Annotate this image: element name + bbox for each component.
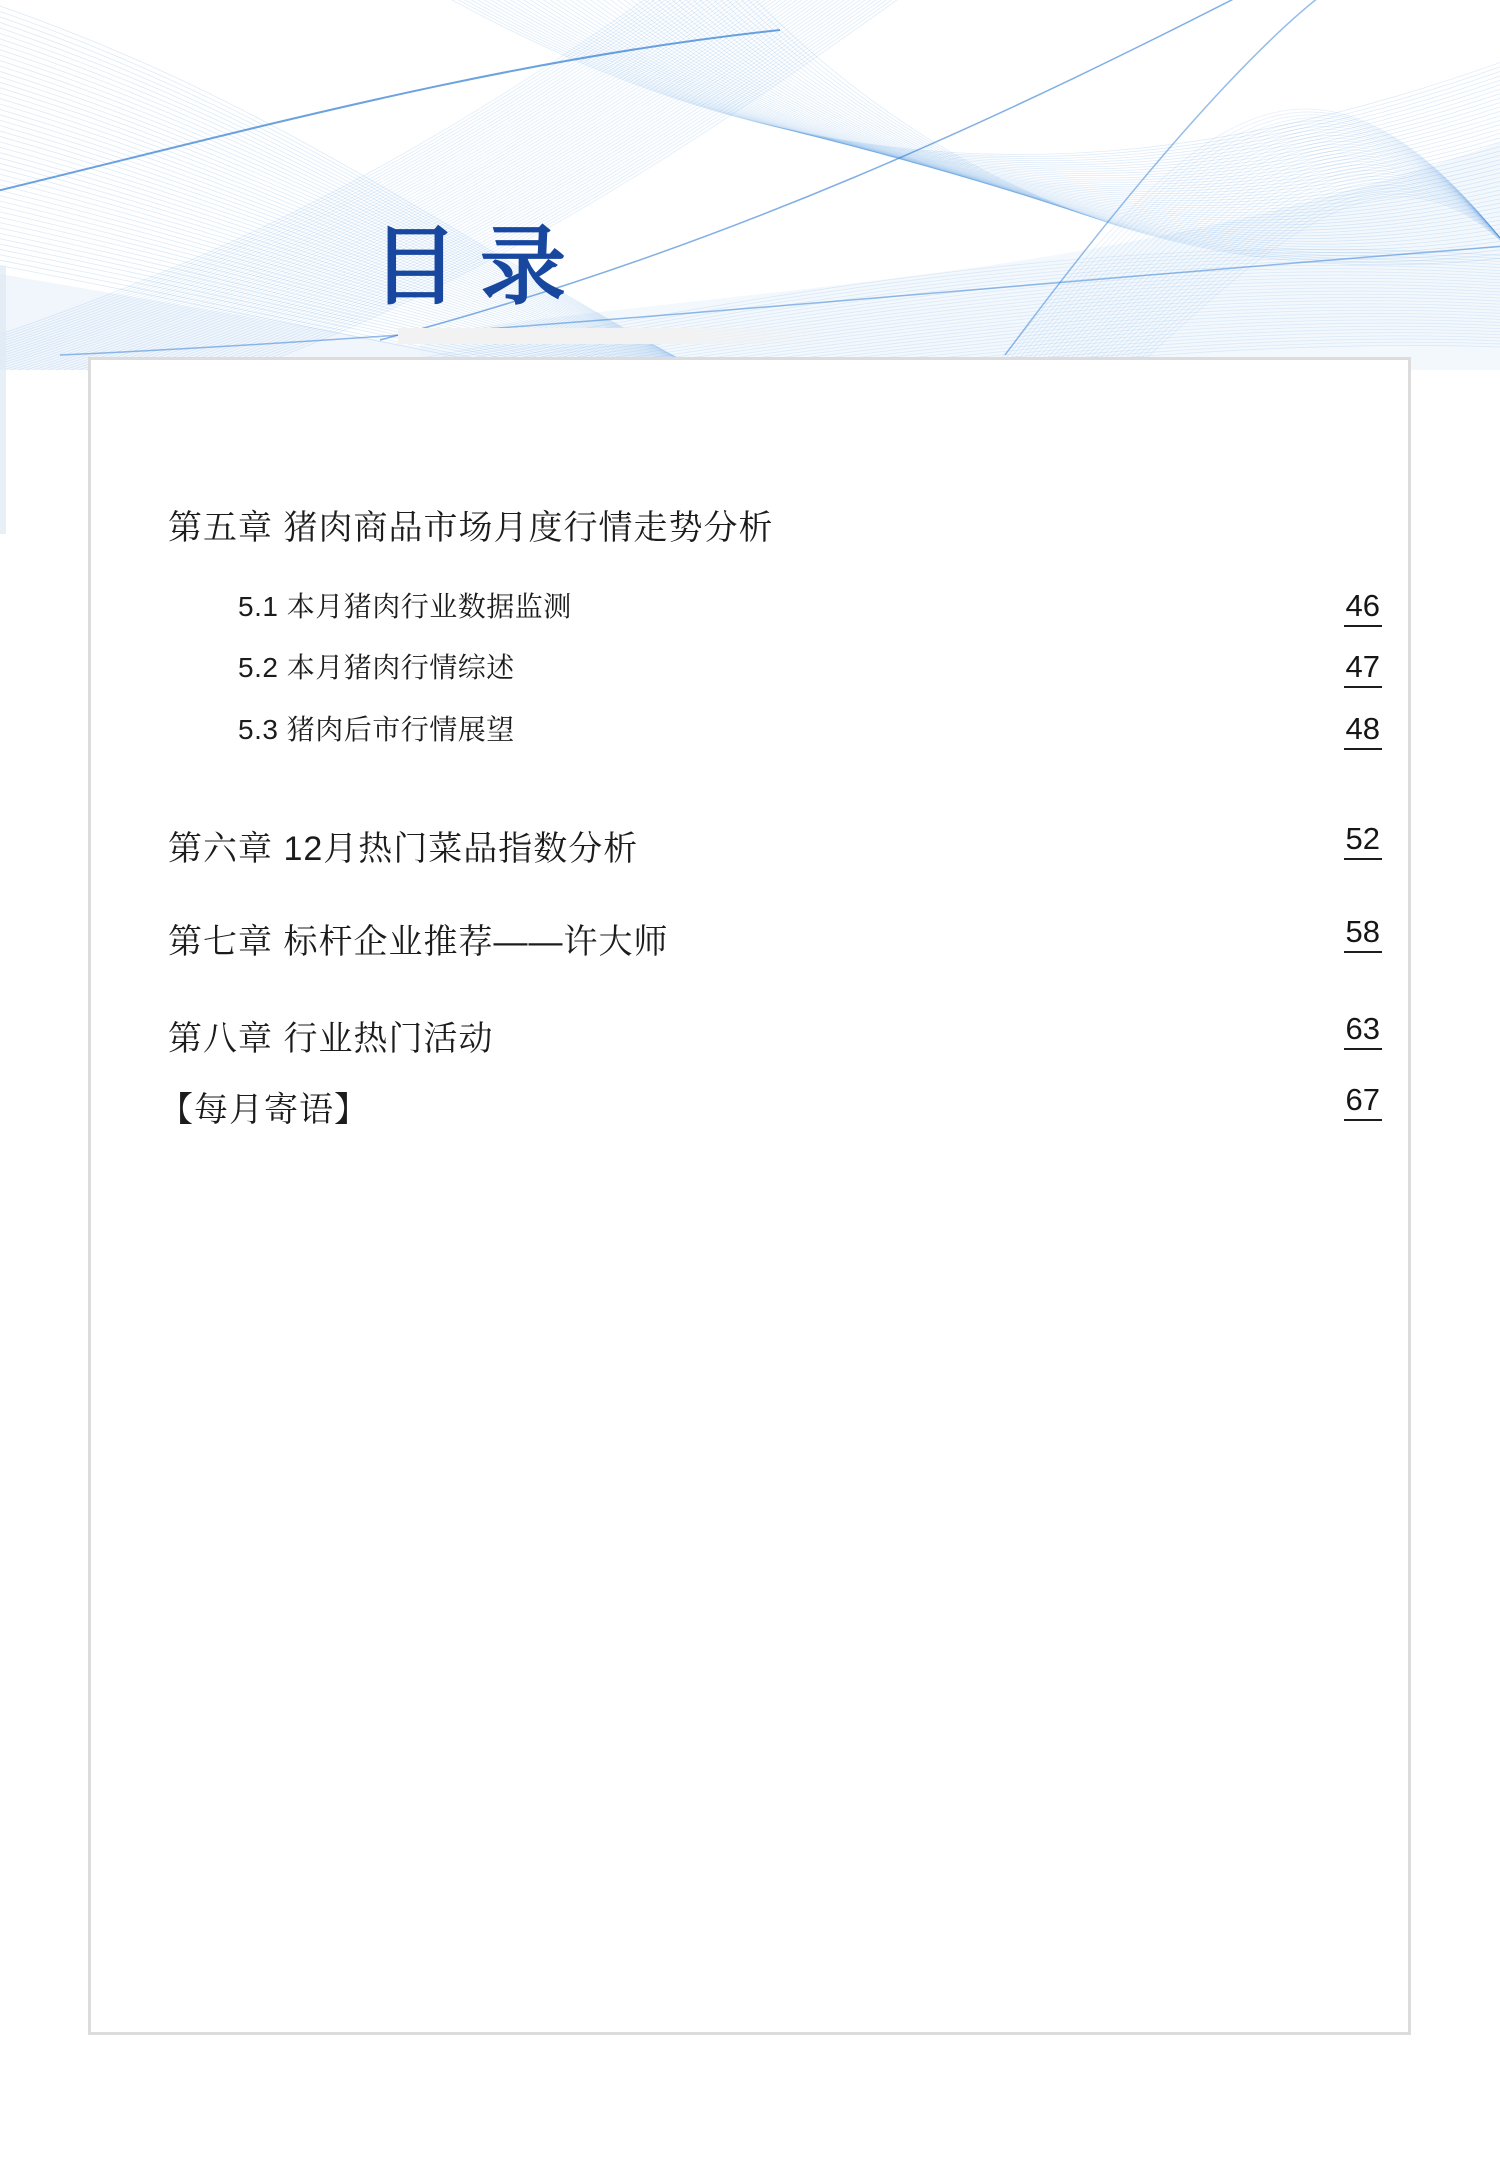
toc-entry-monthly-message[interactable] [91,1082,1408,1131]
toc-entry-title: 5.1 本月猪肉行业数据监测 [238,591,572,622]
toc-entry-5-1[interactable] [91,590,1408,624]
toc-entry-title: 【每月寄语】 [159,1091,369,1129]
toc-entry-chapter-8[interactable] [91,1011,1408,1060]
toc-entry-title: 第六章 12月热门菜品指数分析 [168,830,639,868]
toc-page-number[interactable]: 58 [1344,916,1382,953]
toc-page-number[interactable]: 47 [1344,651,1382,688]
toc-container [88,357,1411,2035]
toc-page-number[interactable]: 52 [1344,823,1382,860]
toc-entry-5-2[interactable] [91,651,1408,685]
toc-entry-chapter-5[interactable] [91,508,1408,549]
toc-entry-title: 第八章 行业热门活动 [168,1020,494,1058]
toc-entry-title: 第七章 标杆企业推荐——许大师 [168,923,669,961]
toc-page-number[interactable]: 63 [1344,1013,1382,1050]
toc-page-number[interactable]: 48 [1344,713,1382,750]
toc-entry-chapter-6[interactable] [91,821,1408,870]
wave-art [0,0,1500,370]
page-title: 目录 [372,219,588,315]
toc-page-number[interactable]: 46 [1344,590,1382,627]
header-wave-decoration [0,0,1500,370]
toc-entry-title: 5.2 本月猪肉行情综述 [238,652,515,683]
toc-entry-title: 第五章 猪肉商品市场月度行情走势分析 [168,509,774,547]
decorative-band [398,328,834,344]
toc-entry-chapter-7[interactable] [91,914,1408,963]
toc-entry-title: 5.3 猪肉后市行情展望 [238,714,515,745]
toc-entry-5-3[interactable] [91,713,1408,747]
left-edge-decoration [0,266,6,534]
toc-page-number[interactable]: 67 [1344,1084,1382,1121]
